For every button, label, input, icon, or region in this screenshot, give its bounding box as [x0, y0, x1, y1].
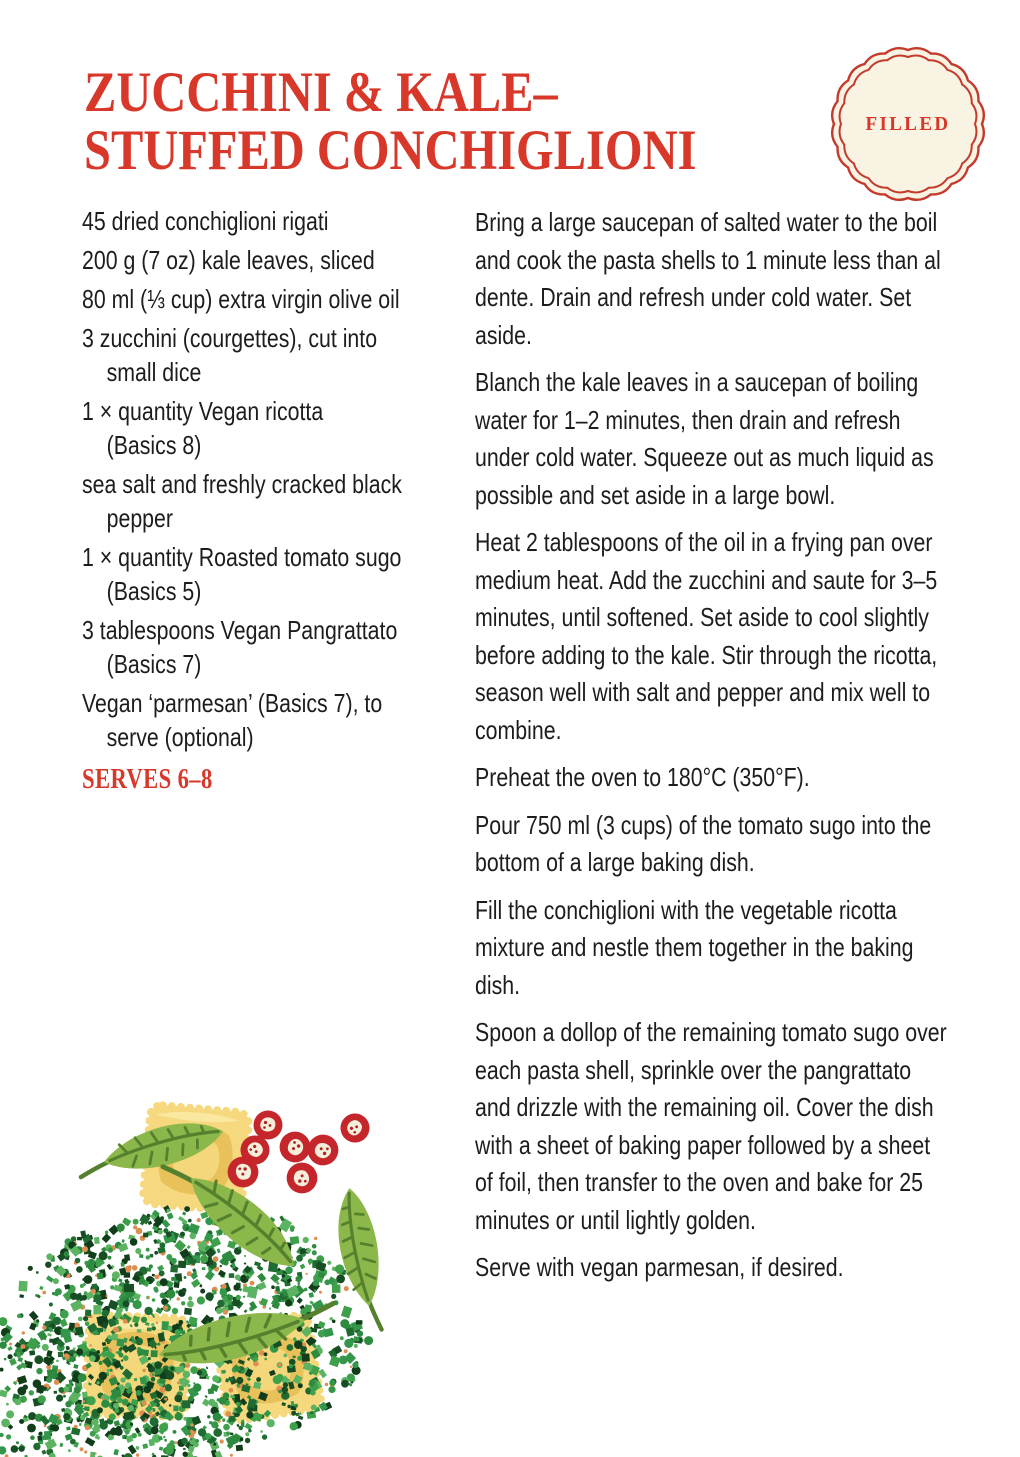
method-paragraph: Bring a large saucepan of salted water to the boil and cook the pasta shells to 1 minute less than al dente. Drain and refresh under cold water. Set aside.: [475, 207, 941, 350]
kale-leaf-icon: [331, 1185, 390, 1334]
method-paragraph: Serve with vegan parmesan, if desired.: [475, 1252, 844, 1282]
ingredient-line: 45 dried conchiglioni rigati: [82, 206, 329, 236]
method-steps: [475, 204, 951, 1297]
ingredient-line: 1 × quantity Roasted tomato sugo: [82, 542, 402, 572]
chilli-slice-icon: [303, 1130, 342, 1169]
pasta-illustration: [0, 1080, 420, 1457]
chilli-slice-icon: [335, 1108, 376, 1149]
badge-label: FILLED: [865, 112, 951, 135]
ingredient-line: small dice: [106, 357, 202, 387]
recipe-title: [84, 61, 697, 182]
method-paragraph: Blanch the kale leaves in a saucepan of boiling water for 1–2 minutes, then drain and refresh under cold water. Squeeze out as much liquid as possible and set aside in a large bowl.: [475, 367, 934, 510]
ingredient-line: serve (optional): [106, 722, 254, 752]
serves-label: SERVES 6–8: [82, 763, 213, 795]
ingredient-line: (Basics 7): [106, 649, 202, 679]
title-line-2: STUFFED CONCHIGLIONI: [84, 119, 697, 182]
ingredient-line: pepper: [106, 503, 173, 533]
ingredients-list: [82, 204, 435, 754]
method-paragraph: Heat 2 tablespoons of the oil in a frying pan over medium heat. Add the zucchini and saute for 3–5 minutes, until softened. Set aside to cool slightly before adding to the kale. Stir through the ricotta, season well with salt and pepper and mix well to combine.: [475, 527, 938, 745]
ingredient-line: 3 zucchini (courgettes), cut into: [82, 323, 378, 353]
ingredient-line: (Basics 5): [106, 576, 202, 606]
ingredient-line: 80 ml (⅓ cup) extra virgin olive oil: [82, 284, 400, 314]
filled-badge: [822, 38, 994, 210]
chilli-slice-icon: [284, 1160, 320, 1196]
ingredient-line: 1 × quantity Vegan ricotta: [82, 396, 324, 426]
method-paragraph: Fill the conchiglioni with the vegetable ricotta mixture and nestle them together in the baking dish.: [475, 894, 914, 1000]
chilli-slice-icon: [254, 1111, 283, 1140]
ingredient-line: (Basics 8): [106, 430, 202, 460]
ingredient-line: 200 g (7 oz) kale leaves, sliced: [82, 245, 375, 275]
ingredient-line: Vegan ‘parmesan’ (Basics 7), to: [82, 688, 383, 718]
method-paragraph: Pour 750 ml (3 cups) of the tomato sugo into the bottom of a large baking dish.: [475, 809, 932, 877]
method-paragraph: Spoon a dollop of the remaining tomato sugo over each pasta shell, sprinkle over the pangrattato and drizzle with the remaining oil. Cover the dish with a sheet of baking paper followed by a sheet of foil, then transfer to the oven and bake for 25 minutes or until lightly golden.: [475, 1017, 947, 1235]
title-line-1: ZUCCHINI & KALE–: [84, 61, 558, 124]
method-paragraph: Preheat the oven to 180°C (350°F).: [475, 762, 810, 792]
ingredient-line: 3 tablespoons Vegan Pangrattato: [82, 615, 398, 645]
ingredient-line: sea salt and freshly cracked black: [82, 469, 402, 499]
